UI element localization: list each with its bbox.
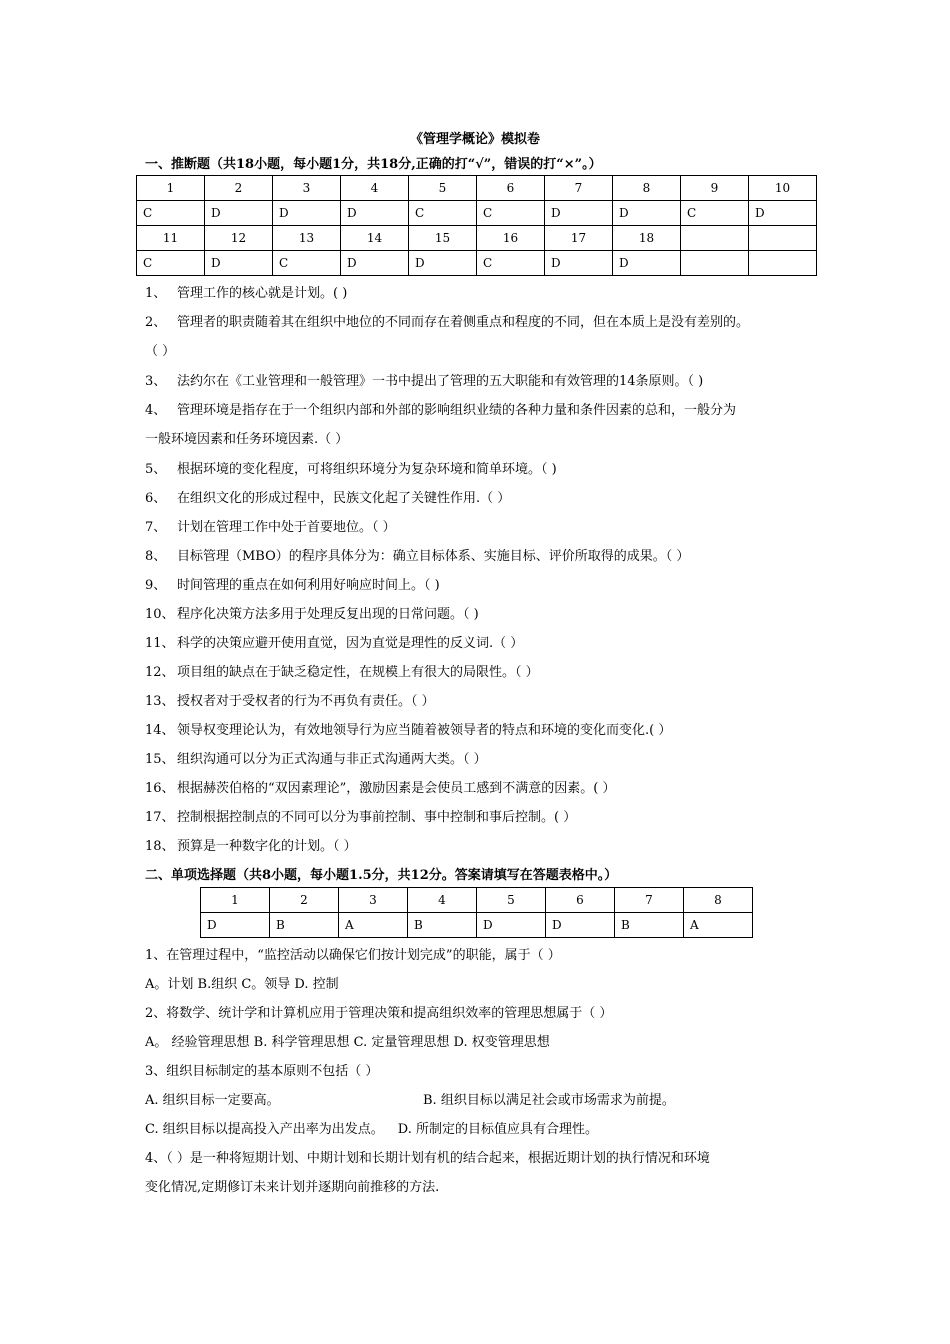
question-number: 7、: [145, 520, 167, 535]
question-number: 13、: [145, 694, 175, 709]
question-item: [145, 835, 357, 854]
table-cell: D: [409, 251, 477, 276]
table-cell: D: [205, 251, 273, 276]
question-number: 11、: [145, 636, 175, 651]
table-cell: 8: [684, 888, 753, 913]
table-cell: C: [477, 201, 545, 226]
question-text: 预算是一种数字化的计划。（ ）: [177, 839, 357, 854]
question-item: [145, 748, 487, 767]
table-cell: [681, 251, 749, 276]
table-cell: 10: [749, 176, 817, 201]
table-cell: C: [137, 201, 205, 226]
table-cell: 13: [273, 226, 341, 251]
question-text: 授权者对于受权者的行为不再负有责任。（ ）: [177, 694, 435, 709]
question-item: [145, 632, 523, 651]
question-item: [145, 777, 616, 796]
choice-question-2: 2、将数学、统计学和计算机应用于管理决策和提高组织效率的管理思想属于（ ）: [145, 1006, 613, 1021]
table-cell: 3: [273, 176, 341, 201]
table-row-numbers-2: [137, 226, 817, 251]
option-c: C. 组织目标以提高投入产出率为出发点。: [145, 1122, 384, 1137]
table-row-answers-2: [137, 251, 817, 276]
question-text: 一般环境因素和任务环境因素.（ ）: [145, 432, 349, 447]
question-text: 根据赫茨伯格的“双因素理论”，激励因素是会使员工感到不满意的因素。( ）: [177, 781, 616, 796]
table-cell: C: [477, 251, 545, 276]
question-number: 12、: [145, 665, 175, 680]
option-a: A. 组织目标一定要高。: [145, 1093, 280, 1108]
table-cell: B: [408, 913, 477, 938]
question-text: 管理工作的核心就是计划。( ): [177, 286, 348, 301]
table-cell: A: [339, 913, 408, 938]
choice-question-4-cont: 变化情况,定期修订未来计划并逐期向前推移的方法.: [145, 1180, 440, 1195]
table-cell: 11: [137, 226, 205, 251]
question-text: （ ）: [145, 344, 176, 359]
table-cell: 12: [205, 226, 273, 251]
question-text: 组织沟通可以分为正式沟通与非正式沟通两大类。（ ）: [177, 752, 487, 767]
table-cell: D: [201, 913, 270, 938]
question-text: 在组织文化的形成过程中，民族文化起了关键性作用.（ ）: [177, 491, 511, 506]
table-cell: D: [273, 201, 341, 226]
question-number: 6、: [145, 491, 167, 506]
question-number: 5、: [145, 462, 167, 477]
choice-question-4: 4、（ ）是一种将短期计划、中期计划和长期计划有机的结合起来，根据近期计划的执行情况和环境: [145, 1151, 710, 1166]
question-item: [145, 487, 510, 506]
table-cell: D: [613, 251, 681, 276]
choice-question-3: 3、组织目标制定的基本原则不包括（ ）: [145, 1064, 379, 1079]
table-cell: C: [409, 201, 477, 226]
table-cell: 5: [477, 888, 546, 913]
table-cell: 16: [477, 226, 545, 251]
question-number: 8、: [145, 549, 167, 564]
table-cell: D: [749, 201, 817, 226]
table-cell: 7: [545, 176, 613, 201]
table-cell: C: [137, 251, 205, 276]
choice-question-1: 1、在管理过程中，“监控活动以确保它们按计划完成”的职能，属于（ ）: [145, 948, 561, 963]
question-item: [145, 516, 396, 535]
choice-options-1: A。计划 B.组织 C。领导 D. 控制: [145, 977, 339, 992]
choice-options-2: A。 经验管理思想 B. 科学管理思想 C. 定量管理思想 D. 权变管理思想: [145, 1035, 550, 1050]
question-number: 4、: [145, 403, 167, 418]
choice-options-3-row1: [145, 1089, 675, 1108]
question-number: 3、: [145, 374, 167, 389]
table-cell: 18: [613, 226, 681, 251]
question-text: 程序化决策方法多用于处理反复出现的日常问题。（ ): [177, 607, 479, 622]
table-cell: D: [341, 201, 409, 226]
question-number: 10、: [145, 607, 175, 622]
question-continuation: [145, 340, 175, 359]
question-text: 法约尔在《工业管理和一般管理》一书中提出了管理的五大职能和有效管理的14条原则。（ ): [177, 374, 704, 389]
table-cell: A: [684, 913, 753, 938]
question-item: [145, 399, 736, 418]
table-cell: D: [613, 201, 681, 226]
question-continuation: [145, 428, 348, 447]
question-text: 计划在管理工作中处于首要地位。（ ）: [177, 520, 396, 535]
table-cell: 6: [546, 888, 615, 913]
question-text: 项目组的缺点在于缺乏稳定性，在规模上有很大的局限性。（ ）: [177, 665, 539, 680]
table-cell: 1: [137, 176, 205, 201]
table-cell: [749, 226, 817, 251]
table-cell: 15: [409, 226, 477, 251]
table-cell: 9: [681, 176, 749, 201]
table-cell: D: [341, 251, 409, 276]
table-cell: D: [545, 251, 613, 276]
table-cell: C: [681, 201, 749, 226]
table-cell: 4: [341, 176, 409, 201]
question-item: [145, 806, 576, 825]
table-cell: B: [270, 913, 339, 938]
table-cell: [749, 251, 817, 276]
question-number: 9、: [145, 578, 167, 593]
question-text: 目标管理（MBO）的程序具体分为：确立目标体系、实施目标、评价所取得的成果。（ ）: [177, 549, 690, 564]
table-cell: 5: [409, 176, 477, 201]
table-cell: 2: [205, 176, 273, 201]
question-number: 1、: [145, 286, 167, 301]
question-item: [145, 311, 749, 330]
table-cell: 2: [270, 888, 339, 913]
question-number: 2、: [145, 315, 167, 330]
page-title: 《管理学概论》模拟卷: [409, 132, 540, 147]
choice-options-3-row2: [145, 1118, 598, 1137]
question-item: [145, 690, 435, 709]
table-cell: D: [477, 913, 546, 938]
question-item: [145, 370, 703, 389]
question-number: 14、: [145, 723, 175, 738]
section2-heading: 二、单项选择题（共8小题，每小题1.5分，共12分。答案请填写在答题表格中。）: [145, 868, 618, 883]
question-item: [145, 661, 539, 680]
question-number: 15、: [145, 752, 175, 767]
table-row-answers-1: [137, 201, 817, 226]
question-number: 17、: [145, 810, 175, 825]
option-b: B. 组织目标以满足社会或市场需求为前提。: [423, 1093, 675, 1108]
table-cell: 8: [613, 176, 681, 201]
question-item: [145, 574, 440, 593]
table-cell: D: [545, 201, 613, 226]
table-cell: 14: [341, 226, 409, 251]
question-text: 管理环境是指存在于一个组织内部和外部的影响组织业绩的各种力量和条件因素的总和，一般分为: [177, 403, 737, 418]
table-row-numbers: [201, 888, 753, 913]
table-cell: B: [615, 913, 684, 938]
section1-heading: 一、推断题（共18小题，每小题1分，共18分,正确的打“√”，错误的打“×”。）: [145, 157, 602, 172]
table-cell: D: [546, 913, 615, 938]
table-cell: 1: [201, 888, 270, 913]
table-cell: 3: [339, 888, 408, 913]
table-cell: 7: [615, 888, 684, 913]
question-text: 科学的决策应避开使用直觉，因为直觉是理性的反义词.（ ）: [177, 636, 524, 651]
question-text: 领导权变理论认为，有效地领导行为应当随着被领导者的特点和环境的变化而变化.( ）: [177, 723, 672, 738]
question-text: 根据环境的变化程度，可将组织环境分为复杂环境和简单环境。（ ): [177, 462, 557, 477]
question-item: [145, 458, 557, 477]
table-row-answers: [201, 913, 753, 938]
table-cell: 17: [545, 226, 613, 251]
table-cell: 4: [408, 888, 477, 913]
question-text: 管理者的职责随着其在组织中地位的不同而存在着侧重点和程度的不同，但在本质上是没有差别的。: [177, 315, 750, 330]
table-cell: D: [205, 201, 273, 226]
table-row-numbers-1: [137, 176, 817, 201]
section2-answer-table: [200, 887, 753, 938]
table-cell: [681, 226, 749, 251]
section1-answer-table: [136, 175, 817, 276]
question-number: 18、: [145, 839, 175, 854]
question-item: [145, 603, 479, 622]
question-item: [145, 545, 689, 564]
question-item: [145, 719, 671, 738]
question-text: 控制根据控制点的不同可以分为事前控制、事中控制和事后控制。( ）: [177, 810, 577, 825]
question-item: [145, 282, 347, 301]
table-cell: C: [273, 251, 341, 276]
option-d: D. 所制定的目标值应具有合理性。: [397, 1122, 598, 1137]
table-cell: 6: [477, 176, 545, 201]
question-text: 时间管理的重点在如何利用好响应时间上。（ ): [177, 578, 440, 593]
question-number: 16、: [145, 781, 175, 796]
